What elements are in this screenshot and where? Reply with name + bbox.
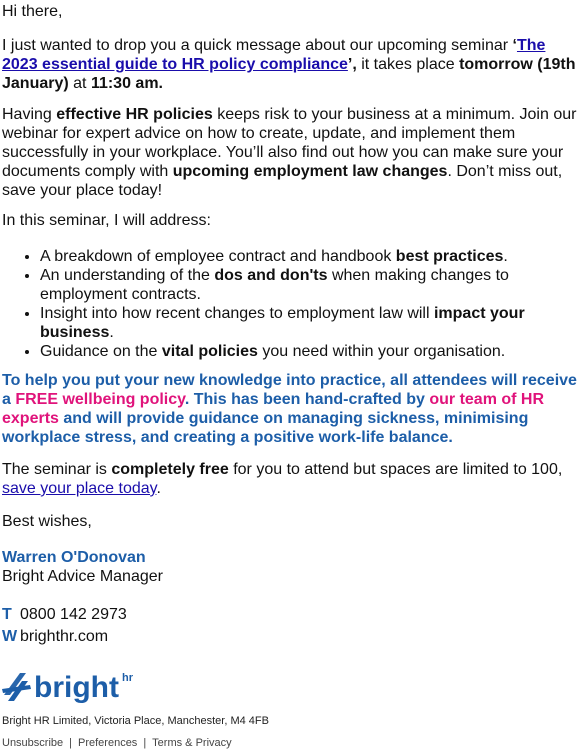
- p2-text-2: keeps risk to your business at a minimum. Join our webinar for expert advice on how to create, update, and implement them successfully in your workplace. You’ll also find out how you can make sure your documents comply with: [2, 106, 577, 180]
- unsubscribe-link[interactable]: Unsubscribe: [2, 737, 64, 749]
- free-paragraph: The seminar is completely free for you to attend but spaces are limited to 100, save your place today.: [2, 461, 563, 497]
- p2-bold-2: upcoming employment law changes: [172, 163, 448, 180]
- seminar-date: tomorrow (19th January): [2, 56, 576, 92]
- greeting: Hi there,: [2, 3, 63, 20]
- phone-line: [2, 605, 578, 624]
- intro-text: I just wanted to drop you a quick message about our upcoming seminar: [2, 37, 513, 54]
- list-item: • A breakdown of employee contract and handbook best practices.: [40, 247, 578, 266]
- signature-title: Bright Advice Manager: [2, 568, 163, 585]
- signature-name: Warren O'Donovan: [2, 549, 146, 566]
- seminar-link[interactable]: The 2023 essential guide to HR policy compliance: [2, 37, 546, 73]
- intro-at: at: [68, 75, 91, 92]
- footer-divider: |: [143, 737, 147, 749]
- list-item: • Insight into how recent changes to employment law will impact your business.: [40, 304, 578, 342]
- web-address: brighthr.com: [20, 628, 109, 645]
- quote-close: ’,: [347, 56, 357, 73]
- p2-bold-1: effective HR policies: [56, 106, 213, 123]
- phone-number: 0800 142 2973: [20, 606, 127, 623]
- preferences-link[interactable]: Preferences: [78, 737, 138, 749]
- footer-links: [2, 736, 232, 750]
- free-policy-highlight-pink: FREE wellbeing policy: [15, 391, 185, 408]
- policies-paragraph: [2, 105, 578, 200]
- quote-open: ‘: [512, 37, 517, 54]
- intro-text-mid: it takes place: [356, 56, 460, 73]
- logo-sup: hr: [122, 672, 133, 684]
- intro-paragraph: [2, 36, 578, 93]
- company-address: Bright HR Limited, Victoria Place, Manchester, M4 4FB: [2, 715, 269, 727]
- seminar-time: 11:30 am.: [90, 75, 163, 92]
- signoff: Best wishes,: [2, 513, 92, 530]
- save-place-link[interactable]: save your place today: [2, 480, 157, 497]
- phone-label: T: [2, 606, 12, 623]
- brighthr-logo[interactable]: [2, 667, 142, 707]
- list-item: • An understanding of the dos and don'ts when making changes to employment contracts.: [40, 266, 578, 304]
- terms-privacy-link[interactable]: Terms & Privacy: [152, 737, 232, 749]
- address-intro: In this seminar, I will address:: [2, 212, 211, 229]
- free-policy-highlight: To help you put your new knowledge into practice, all attendees will receive a FREE wellbeing policy. This has been hand-crafted by our team of HR experts and will provide guidance on managing sickness, minimising workplace stress, and creating a positive work-life balance.: [2, 372, 577, 446]
- web-label: W: [2, 628, 18, 645]
- brighthr-logo-icon: [2, 667, 142, 707]
- p2-text-1: Having: [2, 106, 57, 123]
- web-line: [2, 627, 578, 646]
- p2-text-3: . Don’t miss out, save your place today!: [2, 163, 563, 199]
- logo-wordmark: bright: [34, 671, 119, 704]
- list-item: • Guidance on the vital policies you need within your organisation.: [40, 342, 578, 361]
- footer-divider: |: [69, 737, 72, 749]
- seminar-topics-list: [2, 247, 578, 361]
